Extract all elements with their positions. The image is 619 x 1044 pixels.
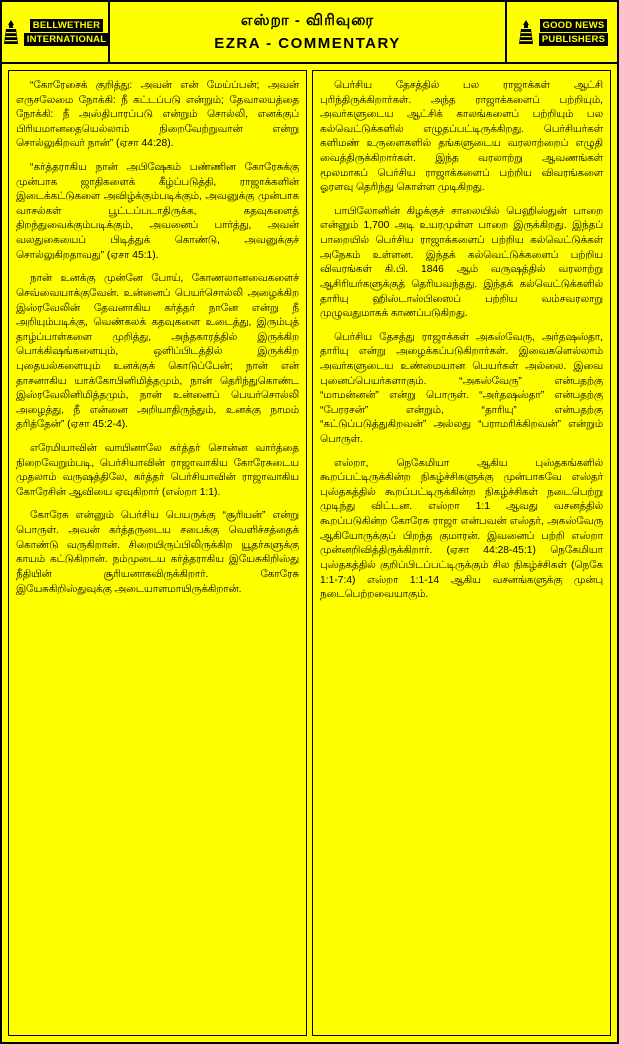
tower-icon xyxy=(516,19,536,45)
page-header xyxy=(2,2,617,64)
title-block xyxy=(110,2,505,62)
paragraph: “கோரேசைக் குறித்து: அவன் என் மேய்ப்பன்; அவன் எருசலேமை நோக்கி: நீ கட்டப்படு என்றும்; தேவாலயத்தை நோக்கி: நீ அஸ்திபாரப்படு என்றும் சொல்லி, எனக்குப் பிரியமானதையெல்லாம் நிறைவேற்றுவான் என்று சொல்லுகிறவர் நான்” (ஏசா 44:28). xyxy=(16,80,299,150)
paragraph: கோரேசு என்னும் பெர்சிய பெயருக்கு “சூரியன்” என்று பொருள். அவன் கர்த்தருடைய சபைக்கு வெளிச்சத்தைக் கொண்டு வருகிறான். சிறையிருப்பிலிருக்கிற யூதர்களுக்கு காயம் கட்டுகிறான். நம்முடைய கர்த்தராகிய இயேசுகிறிஸ்து நீதியின் சூரியனாகவிருக்கிறார். கோரேசு இயேசுகிறிஸ்துவுக்கு அடையாளமாயிருக்கிறான். xyxy=(16,510,299,595)
right-text-column xyxy=(312,70,611,1036)
logo-left-text xyxy=(24,19,109,46)
logo-right-row xyxy=(509,19,615,46)
logo-left-line2: INTERNATIONAL xyxy=(24,33,109,46)
logo-right-text xyxy=(539,19,608,46)
publisher-logo-left xyxy=(2,2,110,62)
left-text-column xyxy=(8,70,307,1036)
page-title-english: EZRA - COMMENTARY xyxy=(214,35,401,52)
paragraph: எஸ்றா, நெகேமியா ஆகிய புஸ்தகங்களில் கூறப்பட்டிருக்கின்ற நிகழ்ச்சிகளுக்கு முன்பாகவே எஸ்தர் புஸ்தகத்தில் கூறப்பட்டிருக்கின்ற நிகழ்ச்சிகள் நடைபெற்று முடிந்து விட்டன. எஸ்றா 1:1 ஆவது வசனத்தில் கூறப்படுகின்ற கோரேசு ராஜா என்பவன் எஸ்தர், அகஸ்வேரு ஆகியோருக்குப் பிறந்த குமாரன். இவனைப் பற்றி எஸ்றா முன்னறிவித்திருக்கிறார். (ஏசா 44:28-45:1) நெகேமியா புஸ்தகத்தில் குறிப்பிடப்பட்டிருக்கும் சில நிகழ்ச்சிகள் (நெகே 1:1-7:4) எஸ்றா 1:1-14 ஆகிய வசனங்களுக்கு முன்பு நடைபெற்றவையாகும். xyxy=(320,457,603,601)
paragraph: “கர்த்தராகிய நான் அபிஷேகம் பண்ணின கோரேசுக்கு முன்பாக ஜாதிகளைக் கீழ்ப்படுத்தி, ராஜாக்களின் இடைக்கட்டுகளை அவிழ்க்கும்படிக்கும், அவனுக்கு முன்பாக வாசல்கள் பூட்டப்படாதிருக்க, கதவுகளைத் திறந்துவைக்கும்படிக்கும், அவனைப் பார்த்து, அவன் வலதுகையைப் பிடித்துக் கொண்டு, அவனுக்குச் சொல்லுகிறதாவது” (ஏசா 45:1). xyxy=(16,162,299,261)
tower-icon xyxy=(1,19,21,45)
paragraph: பெர்சிய தேசத்தில் பல ராஜாக்கள் ஆட்சி புரிந்திருக்கிறார்கள். அந்த ராஜாக்களைப் பற்றியும், அவர்களுடைய ஆட்சிக் காலங்களைப் பற்றியும் பல கல்வெட்டுக்களில் எழுதப்பட்டிருக்கிறது. பெர்சியர்கள் களிமண் உருளைகளில் தங்களுடைய வரலாற்றைப் எழுதி வைத்திருக்கிறார்கள். இந்த வரலாற்று ஆவணங்கள் மூலமாகப் பெர்சிய ராஜாக்களைப் பற்றிய விவரங்களை ஓரளவு தெரிந்து கொள்ள முடிகிறது. xyxy=(320,80,603,194)
logo-right-line2: PUBLISHERS xyxy=(539,33,608,46)
paragraph: நான் உனக்கு முன்னே போய், கோணலானவைகளைச் செவ்வையாக்குவேன். உன்னைப் பெயர்சொல்லி அழைக்கிற இஸ்ரவேலின் தேவனாகிய கர்த்தர் நானே என்று நீ அறியும்படிக்கு, வெண்கலக் கதவுகளை உடைத்து, இரும்புத் தாழ்ப்பாள்களை முறித்து, அந்தகாரத்தில் இருக்கிற பொக்கிஷங்களையும், ஒளிப்பிடத்தில் இருக்கிற புதையல்களையும் உனக்குக் கொடுப்பேன்; நான் என் தாசனாகிய யாக்கோபினிமித்தமும், நான் தெரிந்துகொண்ட இஸ்ரவேலினிமித்தமும், நான் உன்னைப் பெயர்சொல்லி அழைத்து, நீ என்னை அறியாதிருந்தும், உனக்கு நாமம் தரித்தேன்” (ஏசா 45:2-4). xyxy=(16,273,299,431)
paragraph: பாபிலோனின் கிழக்குச் சாலையில் பெஹிஸ்துன் பாறை என்னும் 1,700 அடி உயரமுள்ள பாறை இருக்கிறது. இந்தப் பாறையில் பெர்சிய ராஜாக்களைப் பற்றிய கல்வெட்டுக்கள் அநேகம் உள்ளன. இந்தக் கல்வெட்டுக்களைப் பற்றிய விவரங்கள் கி.பி. 1846 ஆம் வருஷத்தில் வரலாற்று ஆசிரியர்களுக்குத் தெரியவந்தது. இந்தக் கல்வெட்டுக்களில் தாரியு ஹிஸ்டாஸ்பிஸைப் பற்றிய வம்சவரலாறு முழுவதுமாகக் காணப்படுகிறது. xyxy=(320,205,603,320)
logo-right-line1: GOOD NEWS xyxy=(540,19,608,32)
logo-left-line1: BELLWETHER xyxy=(30,19,103,32)
paragraph: எரேமியாவின் வாயினாலே கர்த்தர் சொன்ன வார்த்தை நிறைவேறும்படி, பெர்சியாவின் ராஜாவாகிய கோரேசுடைய முதலாம் வருஷத்திலே, கர்த்தர் பெர்சியாவின் ராஜாவாகிய கோரேசின் ஆவியை ஏவுகிறார் (எஸ்றா 1:1). xyxy=(16,443,299,498)
page-columns xyxy=(2,64,617,1042)
publisher-logo-right xyxy=(505,2,617,62)
page-title-tamil: எஸ்றா - விரிவுரை xyxy=(240,12,375,29)
paragraph: பெர்சிய தேசத்து ராஜாக்கள் அகஸ்வேரு, அர்தஷஸ்தா, தாரியு என்று அழைக்கப்படுகிறார்கள். இவைகளெல்லாம் அவர்களுடைய உண்மையான பெயர்கள் அல்லை. இவை புனைப்பெயர்களாகும். “அகஸ்வேரு” என்பதற்கு “மாமன்னன்” என்று பொருள். “அர்தஷஸ்தா” என்பதற்கு “பேரரசன்” என்றும், “தாரியு” என்பதற்கு “கட்டுப்படுத்துகிறவன்” அல்லது “பராமரிக்கிறவன்” என்றும் பொருள். xyxy=(320,331,603,446)
logo-left-row xyxy=(4,19,106,46)
